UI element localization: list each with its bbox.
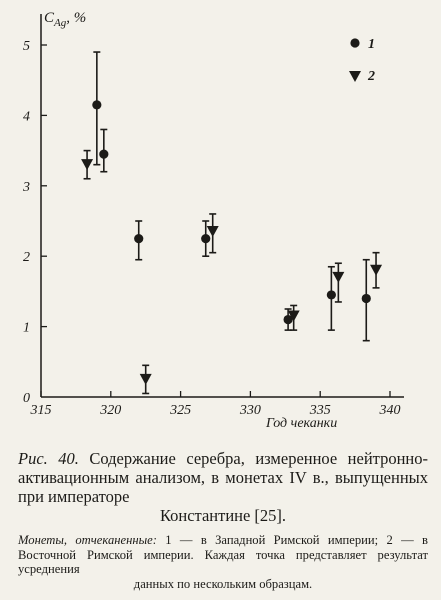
y-tick-label: 0 — [23, 391, 30, 406]
marker-circle — [327, 290, 336, 299]
legend-marker-triangle — [349, 71, 361, 82]
figure-caption — [18, 449, 428, 525]
legend-label-1: 1 — [368, 37, 375, 52]
marker-circle — [92, 100, 101, 109]
marker-circle — [201, 234, 210, 243]
marker-triangle — [81, 159, 93, 170]
data-point-series-2 — [140, 365, 152, 393]
legend-label-2: 2 — [368, 69, 375, 84]
data-point-series-2 — [81, 151, 93, 179]
y-tick-label: 1 — [23, 320, 30, 336]
marker-triangle — [140, 374, 152, 385]
x-tick-label: 330 — [239, 403, 261, 418]
y-tick-label: 5 — [23, 39, 30, 54]
data-point-series-1 — [327, 267, 336, 330]
caption-text-last: Константине [25]. — [159, 506, 287, 525]
data-point-series-1 — [134, 221, 143, 260]
legend-note-text-last: данных по нескольким образцам. — [133, 576, 313, 591]
x-tick-label: 320 — [100, 403, 122, 418]
data-points — [81, 52, 382, 393]
figure-number: Рис. 40. — [18, 449, 79, 468]
data-point-series-1 — [362, 260, 371, 341]
marker-circle — [362, 294, 371, 303]
y-axis-label-main: C — [44, 10, 55, 26]
x-tick-label: 325 — [170, 403, 192, 418]
marker-triangle — [332, 272, 344, 283]
marker-circle — [134, 234, 143, 243]
caption-text: Содержание серебра, измеренное нейтронно-активационным анализом, в монетах IV в., выпущенных при императоре — [18, 449, 428, 506]
y-axis-label-unit: , % — [66, 10, 87, 26]
data-point-series-2 — [207, 214, 219, 253]
legend — [349, 37, 375, 84]
x-tick-label: 335 — [309, 403, 331, 418]
y-axis-label — [44, 10, 86, 29]
y-axis-label-sub: Ag — [54, 17, 67, 29]
legend-marker-circle — [350, 38, 359, 47]
data-point-series-2 — [370, 253, 382, 288]
x-ticks — [30, 391, 401, 418]
marker-circle — [99, 150, 108, 159]
marker-triangle — [370, 265, 382, 276]
y-tick-label: 4 — [23, 109, 30, 125]
legend-note-lead: Монеты, отчеканенные: — [18, 533, 157, 547]
legend-note-text: 1 — в Западной Римской империи; 2 — в Восточной Римской империи. Каждая точка представляет результат усреднения — [18, 533, 428, 576]
x-axis-label: Год чеканки — [266, 416, 338, 431]
legend-note — [18, 533, 428, 591]
x-tick-label: 315 — [30, 403, 52, 418]
y-tick-label: 3 — [23, 179, 30, 195]
data-point-series-1 — [92, 52, 101, 165]
data-point-series-1 — [99, 129, 108, 171]
x-tick-label: 340 — [379, 403, 401, 418]
y-ticks — [22, 39, 47, 406]
y-tick-label: 2 — [23, 250, 30, 266]
